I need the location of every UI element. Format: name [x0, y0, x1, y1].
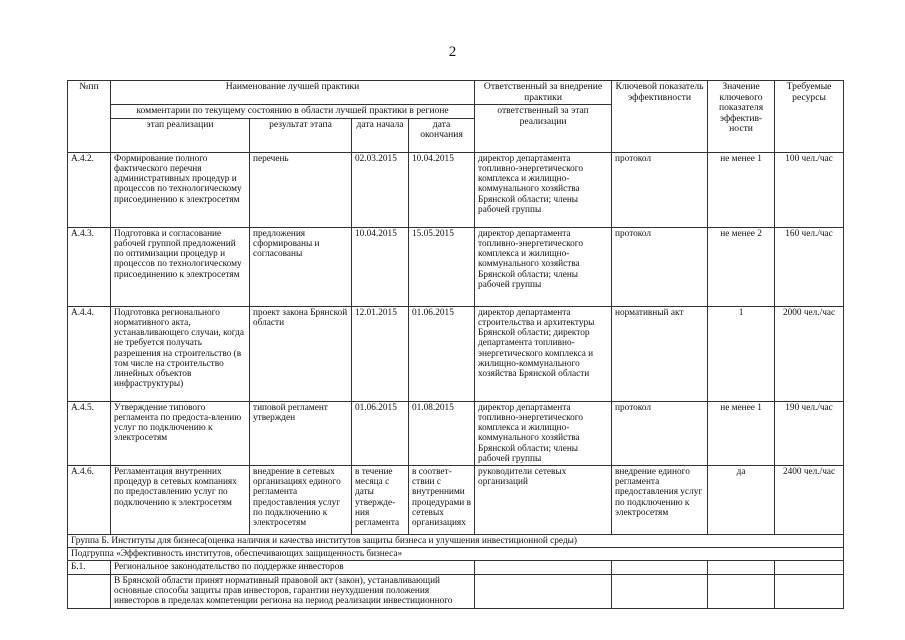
empty-cell — [775, 561, 844, 574]
header-responsible: Ответственный за внедрение практики — [475, 81, 612, 105]
row-num: А.4.2. — [68, 152, 111, 227]
header-stage: этап реализации — [111, 118, 250, 152]
row-start: в течение месяца с даты утвержде-ния регламента — [352, 465, 409, 534]
row-responsible: директор департамента топливно-энергетического комплекса и жилищно-коммунального хозяйства Брянской области; члены рабочей группы — [475, 401, 612, 465]
row-num: А.4.6. — [68, 465, 111, 534]
row-start: 12.01.2015 — [352, 306, 409, 401]
row-stage: Подготовка регионального нормативного акта, устанавливающего случаи, когда не требуется получать разрешения на строительство (в том числе на строительство линейных объектов инфраструктуры) — [111, 306, 250, 401]
row-value: да — [708, 465, 775, 534]
row-responsible: директор департамента топливно-энергетического комплекса и жилищно-коммунального хозяйства Брянской области; члены рабочей группы — [475, 227, 612, 306]
empty-cell — [68, 574, 111, 608]
row-responsible: директор департамента топливно-энергетического комплекса и жилищно-коммунального хозяйства Брянской области; члены рабочей группы — [475, 152, 612, 227]
empty-cell — [708, 561, 775, 574]
b1-title: Региональное законодательство по поддержке инвесторов — [111, 561, 475, 574]
row-kpi: протокол — [612, 401, 708, 465]
row-end: 01.08.2015 — [409, 401, 475, 465]
row-end: 01.06.2015 — [409, 306, 475, 401]
row-end: в соответ-ствии с внутренними процедурами в сетевых организациях — [409, 465, 475, 534]
row-result: перечень — [250, 152, 352, 227]
row-num: А.4.4. — [68, 306, 111, 401]
row-kpi: протокол — [612, 227, 708, 306]
row-result: предложения сформированы и согласованы — [250, 227, 352, 306]
table-row — [68, 152, 844, 227]
row-kpi: внедрение единого регламента предоставления услуг по подключению к электросетям — [612, 465, 708, 534]
header-name: Наименование лучшей практики — [111, 81, 475, 105]
table-row — [68, 306, 844, 401]
empty-cell — [612, 561, 708, 574]
row-end: 15.05.2015 — [409, 227, 475, 306]
row-value: не менее 1 — [708, 401, 775, 465]
page-number: 2 — [448, 44, 457, 60]
header-result: результат этапа — [250, 118, 352, 152]
empty-cell — [475, 561, 612, 574]
header-kpi-value: Значение ключевого показателя эффектив-ности — [708, 81, 775, 153]
row-resources: 2400 чел./час — [775, 465, 844, 534]
empty-cell — [475, 574, 612, 608]
row-resources: 190 чел./час — [775, 401, 844, 465]
table-row — [68, 227, 844, 306]
subgroup-row — [68, 548, 844, 561]
header-resources: Требуемые ресурсы — [775, 81, 844, 153]
row-responsible: директор департамента строительства и архитектуры Брянской области; директор департамента топливно-энергетического комплекса и жилищно-коммунального хозяйства Брянской области — [475, 306, 612, 401]
row-resources: 160 чел./час — [775, 227, 844, 306]
row-kpi: нормативный акт — [612, 306, 708, 401]
header-kpi: Ключевой показатель эффективности — [612, 81, 708, 153]
row-responsible: руководители сетевых организаций — [475, 465, 612, 534]
b1-comment: В Брянской области принят нормативный правовой акт (закон), устанавливающий основные способы защиты прав инвесторов, гарантии неухудшения положения инвесторов в пределах компетенции региона на период реализации инвестиционного — [111, 574, 475, 608]
row-start: 01.06.2015 — [352, 401, 409, 465]
table-row — [68, 401, 844, 465]
row-value: не менее 1 — [708, 152, 775, 227]
row-result: типовой регламент утвержден — [250, 401, 352, 465]
group-b-title: Группа Б. Институты для бизнеса(оценка наличия и качества институтов защиты бизнеса и улучшения инвестиционной среды) — [68, 534, 844, 547]
empty-cell — [612, 574, 708, 608]
row-stage: Подготовка и согласование рабочей группой предложений по оптимизации процедур и процессов по технологическому присоединению к электросетям — [111, 227, 250, 306]
best-practices-table — [67, 80, 844, 609]
row-start: 02.03.2015 — [352, 152, 409, 227]
row-value: 1 — [708, 306, 775, 401]
row-stage: Формирование полного фактического перечня административных процедур и процессов по технологическому присоединению к электросетям — [111, 152, 250, 227]
subgroup-title: Подгруппа «Эффективность институтов, обеспечивающих защищенность бизнеса» — [68, 548, 844, 561]
section-row — [68, 561, 844, 574]
row-num: А.4.3. — [68, 227, 111, 306]
row-stage: Утверждение типового регламента по предоста-влению услуг по подключению к электросетям — [111, 401, 250, 465]
header-responsible-stage: ответственный за этап реализации — [475, 105, 612, 153]
row-start: 10.04.2015 — [352, 227, 409, 306]
row-value: не менее 2 — [708, 227, 775, 306]
row-kpi: протокол — [612, 152, 708, 227]
header-row-1 — [68, 81, 844, 105]
row-num: А.4.5. — [68, 401, 111, 465]
header-num: №пп — [68, 81, 111, 153]
empty-cell — [708, 574, 775, 608]
header-comments: комментарии по текущему состоянию в области лучшей практики в регионе — [111, 105, 475, 119]
group-row — [68, 534, 844, 547]
table-row — [68, 465, 844, 534]
comment-row — [68, 574, 844, 608]
row-resources: 2000 чел./час — [775, 306, 844, 401]
empty-cell — [775, 574, 844, 608]
row-result: внедрение в сетевых организациях единого регламента предоставления услуг по подключению к электросетям — [250, 465, 352, 534]
b1-num: Б.1. — [68, 561, 111, 574]
header-date-end: дата окончания — [409, 118, 475, 152]
row-stage: Регламентация внутренних процедур в сетевых компаниях по предоставлению услуг по подключению к электросетям — [111, 465, 250, 534]
header-date-start: дата начала — [352, 118, 409, 152]
row-resources: 100 чел./час — [775, 152, 844, 227]
row-result: проект закона Брянской области — [250, 306, 352, 401]
row-end: 10.04.2015 — [409, 152, 475, 227]
